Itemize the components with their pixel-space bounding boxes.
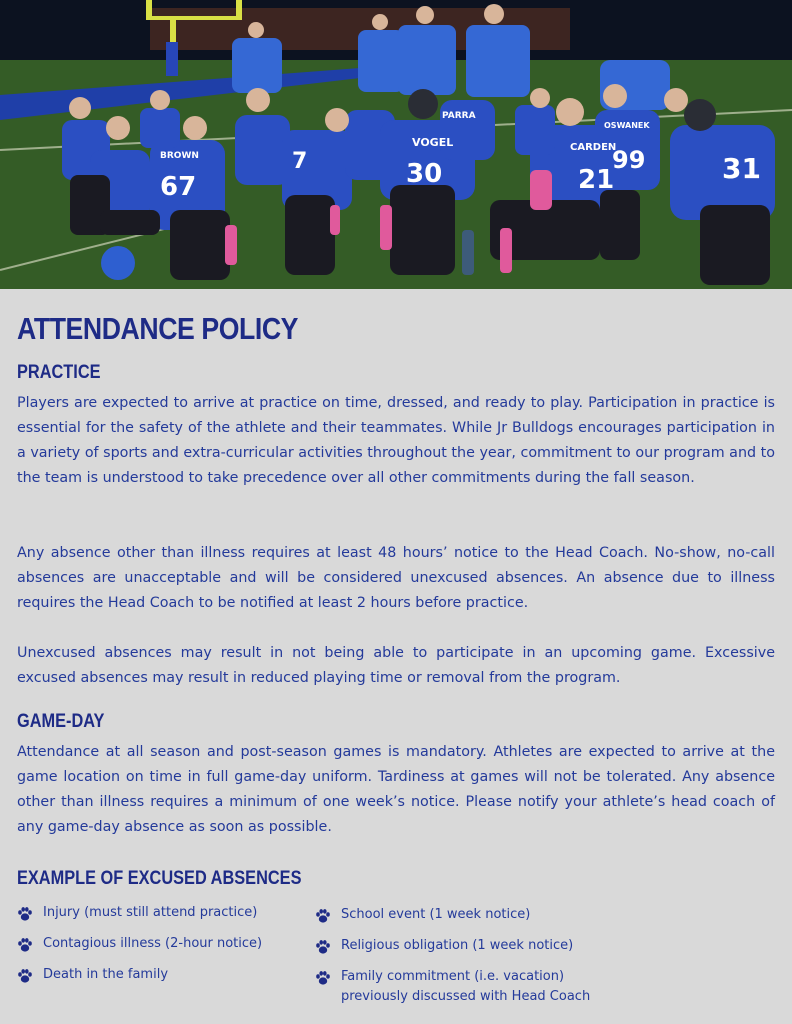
list-item [315, 936, 615, 967]
examples-left-list [17, 903, 307, 985]
examples-right-list [315, 905, 615, 1007]
team-huddle-illustration [0, 0, 792, 289]
list-item [315, 905, 615, 936]
jersey-number: 21 [578, 165, 615, 195]
practice-paragraph-1: Players are expected to arrive at practice on time, dressed, and ready to play. Participation in practice is essential for the safety of the athlete and their teammates. While Jr Bulldogs encourages participation in a variety of sports and extra-curricular activities throughout the year, commitment to our program and to the team is understood to take precedence over all other commitments during the fall season. [17, 395, 775, 486]
list-item-label: Family commitment (i.e. vacation) previously discussed with Head Coach [341, 969, 591, 1004]
jersey-number: 7 [292, 149, 308, 174]
jersey-name: VOGEL [412, 136, 454, 149]
list-item-label: Death in the family [43, 967, 169, 982]
team-huddle-photo [0, 0, 792, 289]
list-item-label: Injury (must still attend practice) [43, 905, 258, 920]
jersey-name: PARRA [442, 111, 476, 121]
paw-icon [17, 937, 33, 953]
list-item-label: School event (1 week notice) [341, 907, 531, 922]
practice-heading: PRACTICE [17, 362, 101, 383]
jersey-name: OSWANEK [604, 121, 650, 130]
examples-heading: EXAMPLE OF EXCUSED ABSENCES [17, 868, 302, 889]
practice-paragraph-3: Unexcused absences may result in not being able to participate in an upcoming game. Excessive excused absences may result in reduced playing time or removal from the program. [17, 645, 775, 686]
paw-icon [315, 970, 331, 986]
list-item [315, 967, 631, 1007]
jersey-number: 31 [722, 152, 761, 185]
jersey-number: 99 [612, 146, 646, 174]
paw-icon [315, 939, 331, 955]
practice-paragraph-2: Any absence other than illness requires at least 48 hours’ notice to the Head Coach. No-show, no-call absences are unacceptable and will be considered unexcused absences. An absence due to illness requires the Head Coach to be notified at least 2 hours before practice. [17, 545, 775, 611]
jersey-name: CARDEN [570, 142, 617, 153]
list-item [17, 934, 307, 965]
list-item [17, 903, 307, 934]
paw-icon [17, 906, 33, 922]
list-item [17, 965, 307, 985]
gameday-paragraph: Attendance at all season and post-season games is mandatory. Athletes are expected to arrive at the game location on time in full game-day uniform. Tardiness at games will not be tolerated. Any absence other than illness requires a minimum of one week’s notice. Please notify your athlete’s head coach of any game-day absence as soon as possible. [17, 744, 775, 835]
jersey-name: BROWN [160, 151, 199, 161]
gameday-heading: GAME-DAY [17, 711, 105, 732]
list-item-label: Contagious illness (2-hour notice) [43, 936, 263, 951]
page-title: ATTENDANCE POLICY [17, 311, 299, 346]
jersey-number: 67 [160, 172, 197, 202]
paw-icon [315, 908, 331, 924]
jersey-number: 30 [406, 159, 443, 189]
list-item-label: Religious obligation (1 week notice) [341, 938, 574, 953]
paw-icon [17, 968, 33, 984]
